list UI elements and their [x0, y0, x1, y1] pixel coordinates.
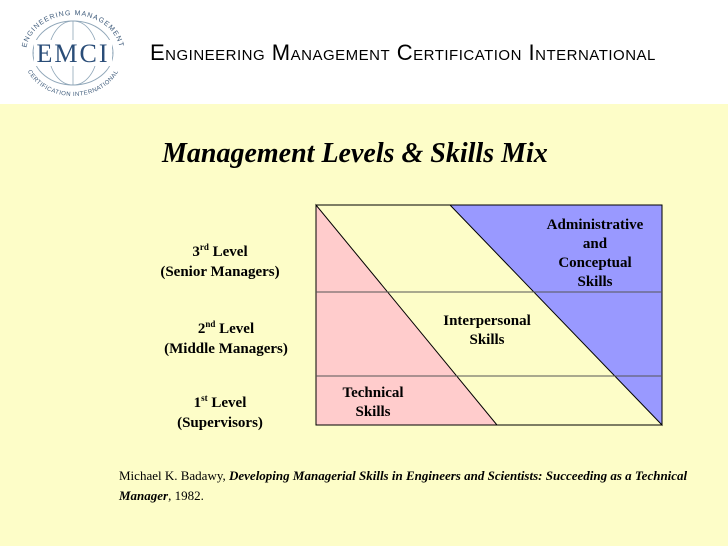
level-3-label: 3rd Level (Senior Managers)	[160, 242, 280, 280]
interpersonal-skills-label: Interpersonal Skills	[443, 313, 531, 348]
citation-author: Michael K. Badawy,	[119, 468, 229, 483]
administrative-skills-label: Administrative and Conceptual Skills	[546, 217, 644, 290]
level-1-label: 1st Level (Supervisors)	[177, 393, 263, 431]
brand-name: Engineering Management Certification International	[150, 40, 656, 65]
logo-ring-top: ENGINEERING MANAGEMENT	[21, 10, 125, 49]
level-2-label: 2nd Level (Middle Managers)	[164, 319, 288, 357]
logo-ring-bottom: CERTIFICATION INTERNATIONAL	[25, 69, 121, 96]
citation-work: Developing Managerial Skills in Engineers and Scientists: Succeeding as a Technical Manager	[119, 468, 688, 503]
logo-text: EMCI	[36, 39, 110, 68]
slide-title: Management Levels & Skills Mix	[162, 138, 548, 169]
citation-year: , 1982.	[168, 488, 204, 503]
citation	[119, 466, 719, 506]
technical-skills-label: Technical Skills	[342, 385, 404, 420]
